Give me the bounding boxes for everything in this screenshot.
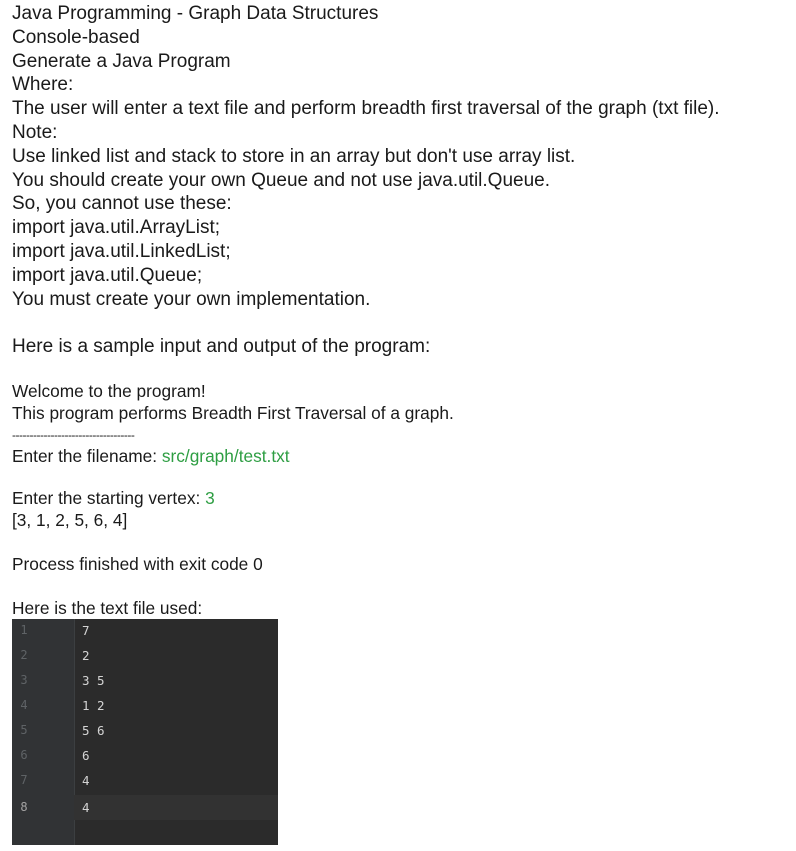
note-line-3: So, you cannot use these: — [12, 193, 232, 215]
task-line: Generate a Java Program — [12, 50, 231, 72]
file-line: 4 — [82, 800, 90, 815]
line-number: 4 — [20, 698, 28, 712]
console-welcome: Welcome to the program! — [12, 381, 206, 401]
text-file-editor — [12, 619, 278, 845]
current-line-highlight — [74, 795, 278, 820]
import-queue: import java.util.Queue; — [12, 264, 203, 286]
spacer — [12, 311, 792, 335]
line-number: 5 — [20, 723, 28, 737]
import-arraylist: import java.util.ArrayList; — [12, 217, 221, 239]
file-line: 7 — [82, 623, 90, 638]
file-line: 2 — [82, 648, 90, 663]
spacer — [12, 467, 792, 487]
console-exit-message: Process finished with exit code 0 — [12, 554, 263, 574]
file-line: 5 6 — [82, 723, 105, 738]
console-vertex-line — [12, 487, 792, 509]
line-number: 3 — [20, 673, 28, 687]
line-number: 8 — [20, 800, 28, 814]
title-line: Java Programming - Graph Data Structures — [12, 3, 379, 24]
file-line: 6 — [82, 748, 90, 763]
sample-console-output — [12, 380, 792, 619]
question-text — [12, 2, 792, 359]
line-number: 2 — [20, 648, 28, 662]
note-line-2: You should create your own Queue and not use java.util.Queue. — [12, 169, 551, 191]
vertex-prompt: Enter the starting vertex: — [12, 488, 206, 508]
filename-prompt: Enter the filename: — [12, 446, 162, 466]
note-line-1: Use linked list and stack to store in an array but don't use array list. — [12, 145, 576, 167]
console-result: [3, 1, 2, 5, 6, 4] — [12, 510, 128, 530]
sample-heading: Here is a sample input and output of the program: — [12, 336, 431, 358]
subtitle-line: Console-based — [12, 26, 140, 48]
console-filename-line — [12, 445, 792, 467]
vertex-value: 3 — [205, 488, 215, 508]
file-line: 4 — [82, 773, 90, 788]
import-linkedlist: import java.util.LinkedList; — [12, 240, 231, 262]
spacer — [12, 531, 792, 553]
line-number: 7 — [20, 773, 28, 787]
file-line: 1 2 — [82, 698, 105, 713]
note-label: Note: — [12, 121, 58, 143]
text-file-heading: Here is the text file used: — [12, 598, 203, 618]
where-label: Where: — [12, 74, 74, 96]
file-line: 3 5 — [82, 673, 105, 688]
console-separator: ----------------------------------- — [12, 428, 135, 442]
console-description: This program performs Breadth First Traversal of a graph. — [12, 403, 454, 423]
spacer — [12, 575, 792, 597]
line-number: 1 — [20, 623, 28, 637]
own-implementation-line: You must create your own implementation. — [12, 288, 371, 310]
filename-value: src/graph/test.txt — [161, 446, 290, 466]
line-number: 6 — [20, 748, 28, 762]
where-text: The user will enter a text file and perform breadth first traversal of the graph (txt file). — [12, 98, 720, 120]
